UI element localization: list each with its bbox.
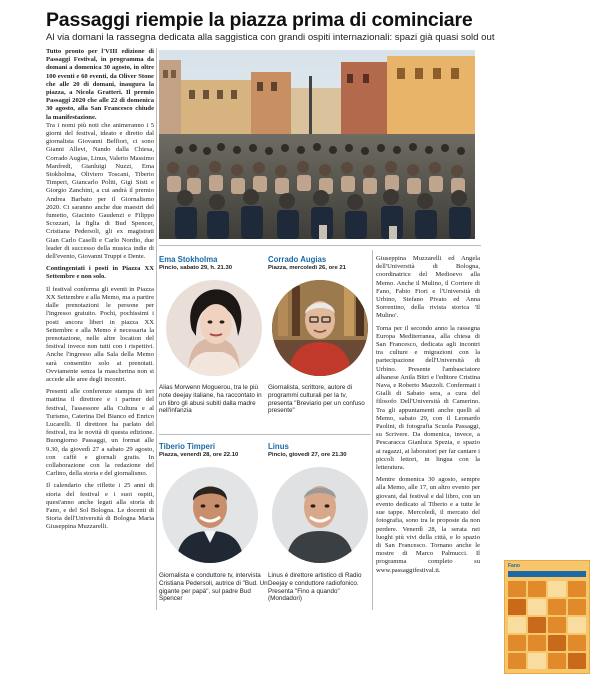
guest-schedule: Pincio, giovedì 27, ore 21.30 bbox=[268, 452, 347, 458]
guest-caption: Linus è direttore artistico di Radio Deejay e conduttore radiofonico. Presenta "Fino a quando" (Mondadori) bbox=[268, 572, 362, 603]
guest-name-linus: Linus bbox=[268, 442, 289, 451]
paragraph: Tra i nomi più noti che animeranno i 5 giorni del festival, ideato e diretto dal giornalista Giovanni Belfiori, ci sono Gianni Allevi, Nando dalla Chiesa, Corrado Augias, Linus, Valerio Massimo Manfredi, Gianluigi Nuzzi, Ema Stokholma, Oliviero Toscani, Tiberio Timperi, Giancarlo Politi, Gigi Sisti e Giorgio Zanchini, a cui andrà il premio Andrea Barbato per il Giornalismo 2020. Ci saranno anche due maestri del fumetto, Giacinto Gaudenzi e Filippo Scozzari, la figlia di Bud Spencer, Cristiana Pedersoli, gli ex magistrati Gian Carlo Caselli e Carlo Nordio, due leader di successo della musica indie di dell'evento, Giovanni Truppi e Dente. bbox=[46, 121, 154, 261]
portrait-ema-stokholma bbox=[166, 280, 262, 376]
paragraph: Mentre domenica 30 agosto, sempre alla Memo, alle 17, un altro evento per giovani, dal festival e dal libro, con un evento dedicato al Tiberio e a tutte le sue tappe. Mercoledì, il mercato del fotografia, sono tra le proposte da non perdere. Venerdì 28, la serata nei luoghi più vivi della città, e lo spazio di San Francesco. Tornano anche le mostre di Marco Palmucci. Il programma completo su www.passaggifestival.it. bbox=[376, 476, 480, 574]
guest-schedule: Piazza, venerdì 28, ore 22.10 bbox=[159, 452, 239, 458]
page-thumbnail[interactable] bbox=[504, 560, 590, 674]
guest-name-tiberio-timperi: Tiberio Timperi bbox=[159, 442, 216, 451]
portrait-corrado-augias bbox=[272, 280, 368, 376]
subhead: Al via domani la rassegna dedicata alla saggistica con grandi ospiti internazionali: spazi già quasi sold out bbox=[46, 32, 495, 43]
guest-name-corrado-augias: Corrado Augias bbox=[268, 255, 327, 264]
thumbnail-grid bbox=[508, 581, 586, 669]
paragraph: Presenti alle conferenze stampa di ieri mattina il direttore e i partner del festival, l'assessore alla Cultura e al Turismo, Caterina Del Bianco ed Enrico Lucarelli. Il direttore ha parlato del festival, tra le novità di questa edizione. Buongiorno Passaggi, un format alle 9.30, da giovedì 27 a sabato 29 agosto, con caffè e giornali gratis. In collaborazione con la redazione del Carlino, della storia e del giornalismo. bbox=[46, 388, 154, 478]
guest-caption: Alias Morwenn Moguerou, tra le più note deejay italiane, ha raccontato in un libro gli abusi subiti dalla madre nell'infanzia bbox=[159, 384, 262, 415]
paragraph: Tutto pronto per l'VIII edizione di Passaggi Festival, in programma da domani a domenica 30 agosto, in oltre 100 eventi e 60 eventi, da Oliver Stone che alle 20 di domani, inaugura la piazza, a Nicola Gratteri. Il premio Passaggi 2020 che alle 22 di domenica 30 agosto, alla San Francesco chiude la manifestazione. bbox=[46, 48, 154, 121]
piazza-crowd-photo bbox=[159, 50, 475, 239]
section-divider bbox=[159, 434, 371, 435]
left-text-column bbox=[46, 48, 154, 610]
headline: Passaggi riempie la piazza prima di cominciare bbox=[46, 9, 473, 31]
column-divider bbox=[372, 250, 373, 610]
column-divider bbox=[156, 48, 157, 610]
paragraph: Il calendario che riflette i 25 anni di storia del festival e i suoi ospiti, quest'anno anche legati alla storia di Fano, e del Sol Bologna. Le docenti di Storia dell'Università di Bologna Maria Giuseppina Muzzarelli. bbox=[46, 482, 154, 531]
portrait-linus bbox=[272, 467, 368, 563]
guest-schedule: Piazza, mercoledì 26, ore 21 bbox=[268, 265, 346, 271]
paragraph: Torna per il secondo anno la rassegna Europa Mediterranea, alla chiesa di San Francesco, dedicata agli incontri tra culture e migrazioni con la partecipazione dell'Università di Urbino. Presente l'ambasciatore albanese Anila Bitri e l'editore Cristina Nava, e Roberto Mazzoli. Confermati i Gialli di Sabato sera, a cura del filosofo Dell'Università di Camerino. Tra gli appuntamenti anche quelli al Memo, sabato 29, con il Leonardo Paolini, di fotografia Scuola Passaggi, su Scrivere. Da domenica, invece, a Pescaracca Gianluca Spezia, e spazio ai ragazzi, ai laboratori per far cantare i piccoli lettori, in lingua con la letteratura. bbox=[376, 324, 480, 472]
right-text-column bbox=[376, 255, 480, 610]
portrait-tiberio-timperi bbox=[162, 467, 258, 563]
guest-caption: Giornalista e conduttore tv, intervista Cristiana Pedersoli, autrice di "Bud. Un gigante per papà", sul padre Bud Spencer bbox=[159, 572, 268, 603]
paragraph: Contingentati i posti in Piazza XX Settembre e non solo. bbox=[46, 265, 154, 281]
thumbnail-header-bar bbox=[508, 571, 586, 577]
guest-name-ema-stokholma: Ema Stokholma bbox=[159, 255, 218, 264]
paragraph: Il festival conferma gli eventi in Piazza XX Settembre e alla Memo, ma a partire dalle prenotazioni le persone per l'ingresso gratuito. Pochi, pochissimi i posti ancora liberi in piazza XX Settembre e alla Memo è necessaria la prenotazione, nelle altre location del festival invece non tutti con i rispettivi. Anche l'ingresso alla Sala della Memo sarà consentito solo ai prenotati. Ovviamente senza la mascherina non si accede alle aree degli incontri. bbox=[46, 285, 154, 383]
paragraph: Giuseppina Muzzarelli ed Angela dell'Università di Bologna, coordinatrice del Medioevo alla Memo. Anche il Mulino, il Corriere di Fano, Fabio Fiori e l'Università di Urbino, Stefano Pivato ed Anna Sorrentino, della rivista storica 'Il Mulino'. bbox=[376, 255, 480, 320]
guest-caption: Giornalista, scrittore, autore di programmi culturali per la tv, presenta "Breviario per un confuso presente" bbox=[268, 384, 365, 415]
thumbnail-label: Fano bbox=[508, 563, 520, 569]
section-divider bbox=[159, 245, 481, 246]
guest-schedule: Pincio, sabato 29, h. 21.30 bbox=[159, 265, 233, 271]
